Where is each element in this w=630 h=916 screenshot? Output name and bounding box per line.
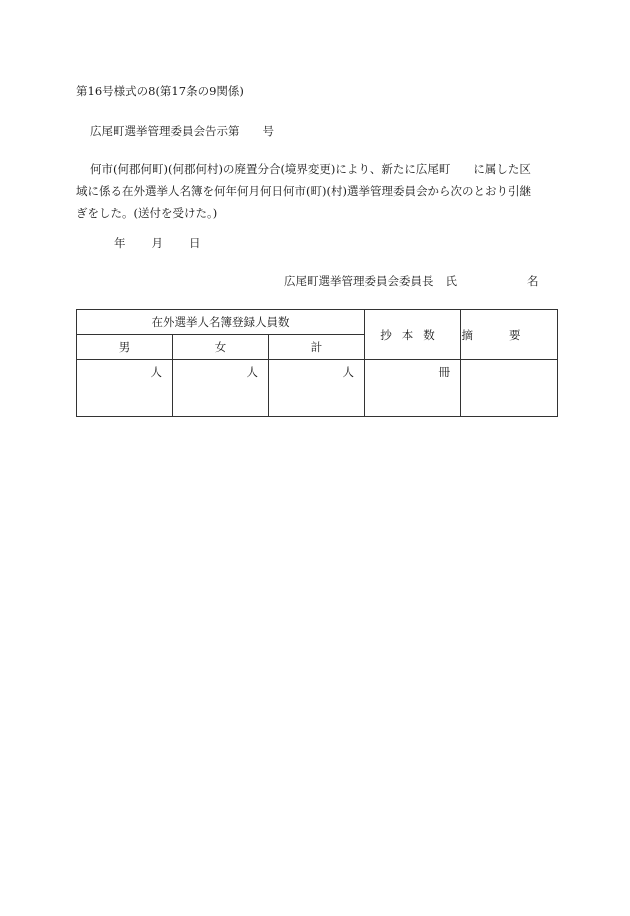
form-heading: 第16号様式の8(第17条の9関係) (76, 84, 244, 98)
total-value-cell: 人 (269, 360, 365, 417)
female-header-cell: 女 (173, 335, 269, 360)
male-header-cell: 男 (77, 335, 173, 360)
summary-value-cell (461, 360, 558, 417)
body-line-3: ぎをした。(送付を受けた。) (76, 206, 218, 220)
group-header-cell: 在外選挙人名簿登録人員数 (77, 310, 365, 335)
register-table (76, 309, 558, 417)
copies-value-cell: 冊 (365, 360, 461, 417)
signature-mei: 名 (527, 274, 539, 288)
body-line-1: 何市(何郡何町)(何郡何村)の廃置分合(境界変更)により、新たに広尾町 に属した区 (90, 162, 531, 176)
male-value-cell: 人 (77, 360, 173, 417)
summary-header-label: 摘要 (461, 327, 557, 342)
copies-header-cell (365, 310, 461, 360)
copies-header-label: 抄本数 (380, 327, 445, 342)
date-day: 日 (189, 236, 201, 250)
date-month: 月 (151, 236, 163, 250)
body-paragraph (76, 158, 556, 224)
signature-title: 広尾町選挙管理委員会委員長 (284, 274, 434, 288)
signature-shi: 氏 (445, 274, 457, 288)
summary-header-cell (461, 310, 558, 360)
notice-number: 広尾町選挙管理委員会告示第 号 (90, 124, 274, 138)
female-value-cell: 人 (173, 360, 269, 417)
body-line-2: 域に係る在外選挙人名簿を何年何月何日何市(町)(村)選挙管理委員会から次のとおり引継 (76, 184, 531, 198)
date-line (114, 238, 201, 250)
signature-line (284, 276, 539, 288)
date-year: 年 (114, 236, 126, 250)
total-header-cell: 計 (269, 335, 365, 360)
